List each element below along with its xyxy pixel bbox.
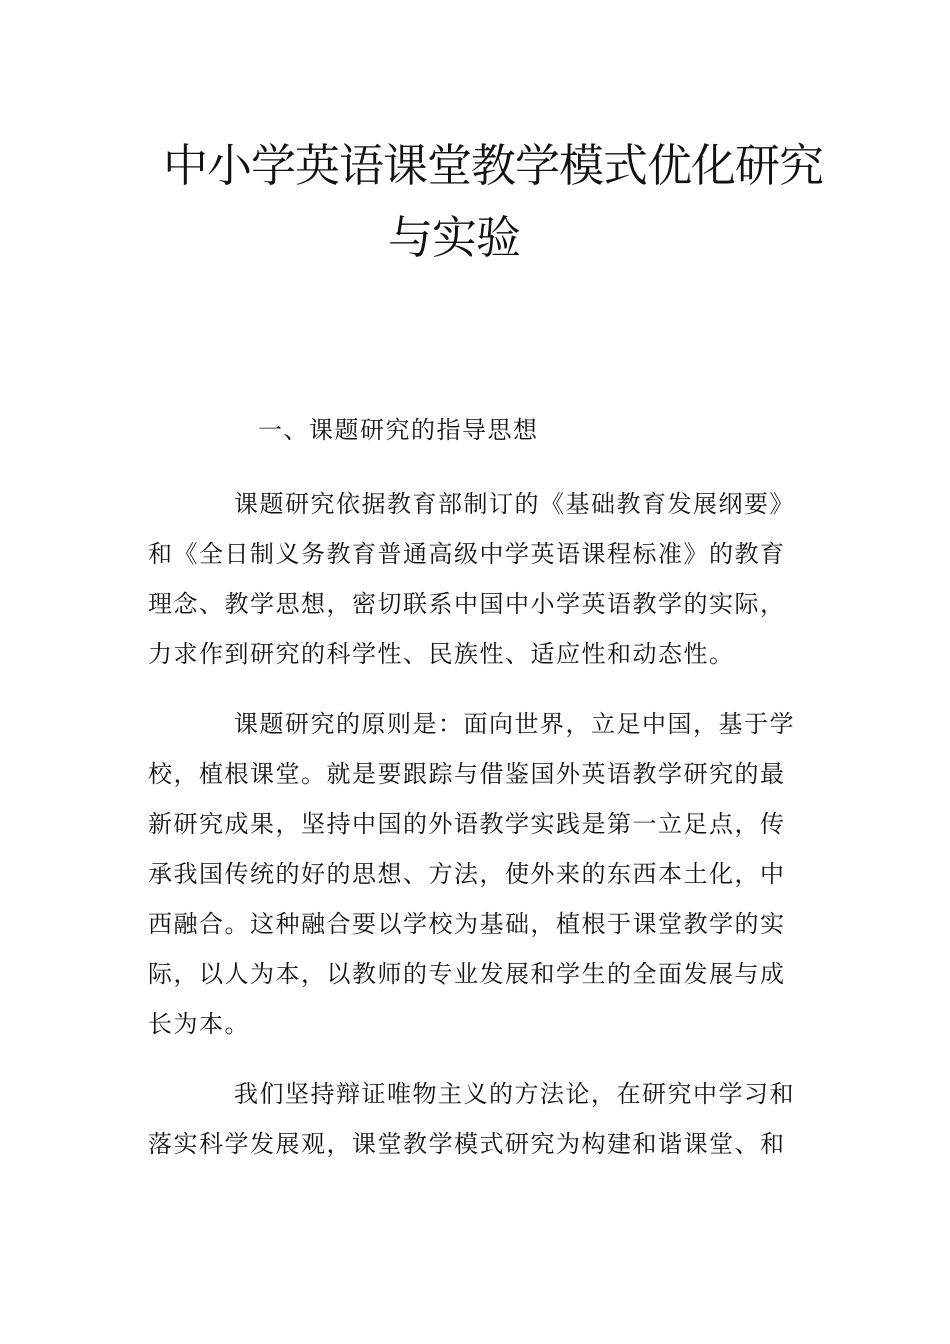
paragraph-line: 力求作到研究的科学性、民族性、适应性和动态性。 <box>148 640 735 668</box>
paragraph-line: 长为本。 <box>148 1010 250 1038</box>
paragraph-line: 课题研究依据教育部制订的《基础教育发展纲要》 <box>234 490 795 518</box>
paragraph-line: 承我国传统的好的思想、方法，使外来的东西本土化，中 <box>148 860 786 888</box>
paragraph-line: 理念、教学思想，密切联系中国中小学英语教学的实际， <box>148 590 786 618</box>
paragraph-line: 西融合。这种融合要以学校为基础，植根于课堂教学的实 <box>148 910 786 938</box>
document-title-line-2: 与实验 <box>388 211 521 264</box>
paragraph-line: 际，以人为本，以教师的专业发展和学生的全面发展与成 <box>148 960 786 988</box>
paragraph-line: 我们坚持辩证唯物主义的方法论，在研究中学习和 <box>234 1080 795 1108</box>
paragraph-line: 落实科学发展观，课堂教学模式研究为构建和谐课堂、和 <box>148 1130 786 1158</box>
paragraph-line: 和《全日制义务教育普通高级中学英语课程标准》的教育 <box>148 540 786 568</box>
paragraph-line: 课题研究的原则是：面向世界，立足中国，基于学 <box>234 710 795 738</box>
document-title-line-1: 中小学英语课堂教学模式优化研究 <box>163 139 824 192</box>
paragraph-line: 校，植根课堂。就是要跟踪与借鉴国外英语教学研究的最 <box>148 760 786 788</box>
paragraph-line: 新研究成果，坚持中国的外语教学实践是第一立足点，传 <box>148 810 786 838</box>
section-heading: 一、课题研究的指导思想 <box>258 416 539 444</box>
